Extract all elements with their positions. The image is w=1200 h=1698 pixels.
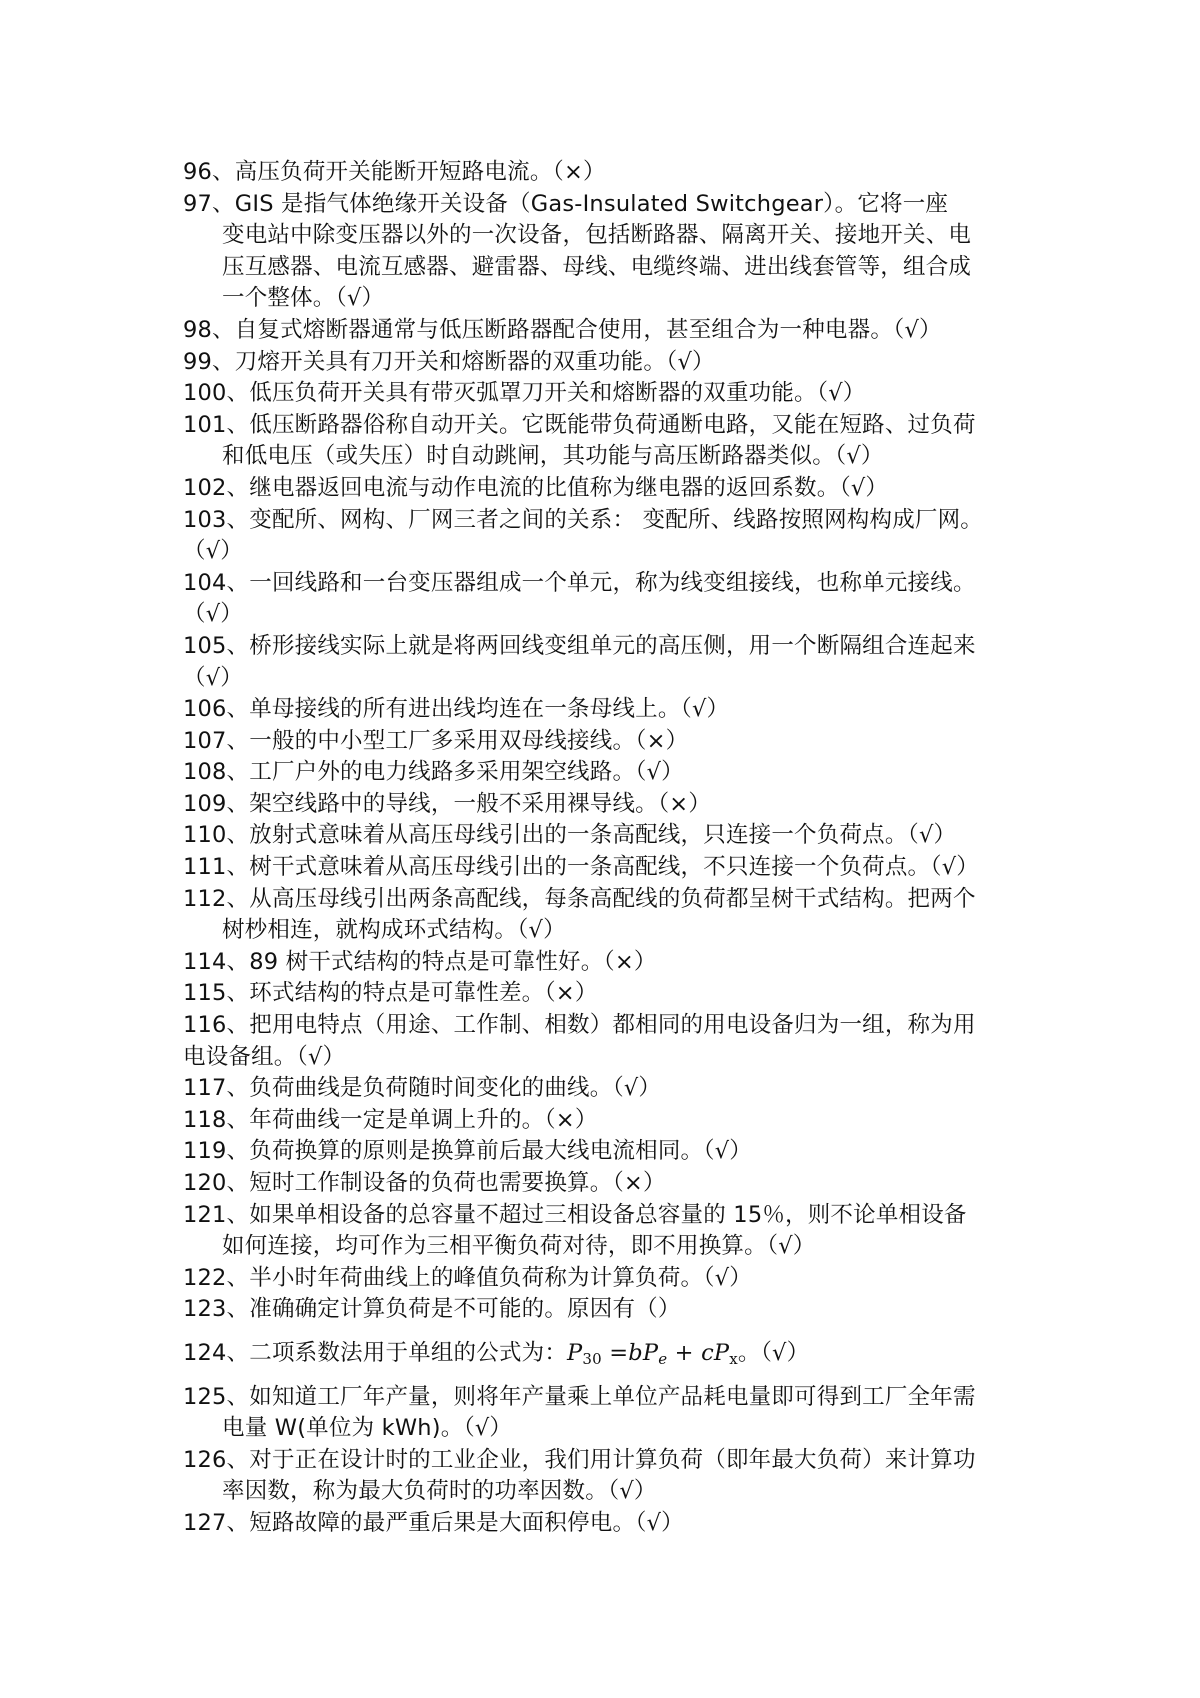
formula-lhs: P <box>567 1339 583 1366</box>
text-line: 电设备组。（√） <box>183 1043 346 1070</box>
formula-term-c-subscript: x <box>729 1349 738 1368</box>
formula-term-b: bP <box>628 1339 659 1366</box>
formula <box>567 1340 738 1366</box>
text-line: 压互感器、电流互感器、避雷器、母线、电缆终端、进出线套管等，组合成 <box>222 253 972 280</box>
document-body <box>183 157 1028 1540</box>
text-line: 树杪相连，就构成环式结构。（√） <box>222 917 566 944</box>
text-line: 120、短时工作制设备的负荷也需要换算。（×） <box>183 1170 666 1196</box>
formula-lhs-subscript: 30 <box>582 1349 602 1368</box>
text-line: 103、变配所、网构、厂网三者之间的关系： 变配所、线路按照网构构成厂网。 <box>183 506 983 533</box>
text-line: 117、负荷曲线是负荷随时间变化的曲线。（√） <box>183 1075 662 1102</box>
text-line: 111、树干式意味着从高压母线引出的一条高配线，不只连接一个负荷点。（√） <box>183 854 979 881</box>
text-line: 126、对于正在设计时的工业企业，我们用计算负荷（即年最大负荷）来计算功 <box>183 1446 976 1473</box>
text-line: 104、一回线路和一台变压器组成一个单元，称为线变组接线，也称单元接线。 <box>183 569 976 596</box>
text-line: 112、从高压母线引出两条高配线，每条高配线的负荷都呈树干式结构。把两个 <box>183 885 976 912</box>
text-line: 114、89 树干式结构的特点是可靠性好。（×） <box>183 948 657 975</box>
text-line: 108、工厂户外的电力线路多采用架空线路。（√） <box>183 759 684 786</box>
text-line: 125、如知道工厂年产量，则将年产量乘上单位产品耗电量即可得到工厂全年需 <box>183 1383 976 1410</box>
text-line: 116、把用电特点（用途、工作制、相数）都相同的用电设备归为一组，称为用 <box>183 1012 976 1039</box>
question-item-124 <box>183 1338 1028 1370</box>
text-line: 123、准确确定计算负荷是不可能的。原因有（） <box>183 1296 681 1323</box>
text-line: 109、架空线路中的导线，一般不采用裸导线。（×） <box>183 790 712 817</box>
text-line: 97、GIS 是指气体绝缘开关设备（Gas-Insulated Switchgear）。它将一座 <box>183 190 949 217</box>
text-line: （√） <box>183 538 243 565</box>
text-line: 107、一般的中小型工厂多采用双母线接线。（×） <box>183 727 689 754</box>
text-line: 变电站中除变压器以外的一次设备，包括断路器、隔离开关、接地开关、电 <box>222 222 972 249</box>
text-line: 和低电压（或失压）时自动跳闸，其功能与高压断路器类似。（√） <box>222 443 884 470</box>
text-line: 115、环式结构的特点是可靠性差。（×） <box>183 980 598 1007</box>
text-line: 一个整体。（√） <box>222 285 385 312</box>
text-line: （√） <box>183 664 243 691</box>
formula-equals: = <box>601 1339 629 1366</box>
text-line: 率因数，称为最大负荷时的功率因数。（√） <box>222 1478 657 1505</box>
formula-term-b-subscript: e <box>658 1349 668 1368</box>
text-line: 121、如果单相设备的总容量不超过三相设备总容量的 15％，则不论单相设备 <box>183 1201 967 1228</box>
formula-prefix: 124、二项系数法用于单组的公式为： <box>183 1339 568 1366</box>
question-list <box>183 157 1028 1326</box>
text-line: 110、放射式意味着从高压母线引出的一条高配线，只连接一个负荷点。（√） <box>183 822 957 849</box>
question-list-continued <box>183 1382 1028 1540</box>
text-line: 如何连接，均可作为三相平衡负荷对待，即不用换算。（√） <box>222 1233 816 1260</box>
text-line: 102、继电器返回电流与动作电流的比值称为继电器的返回系数。（√） <box>183 474 889 501</box>
text-line: 118、年荷曲线一定是单调上升的。（×） <box>183 1106 598 1133</box>
text-line: 119、负荷换算的原则是换算前后最大线电流相同。（√） <box>183 1138 752 1165</box>
text-line: 101、低压断路器俗称自动开关。它既能带负荷通断电路，又能在短路、过负荷 <box>183 411 976 438</box>
formula-suffix: 。（√） <box>737 1339 810 1366</box>
text-line: 99、刀熔开关具有刀开关和熔断器的双重功能。（√） <box>183 348 715 375</box>
text-line: 96、高压负荷开关能断开短路电流。（×） <box>183 159 606 185</box>
formula-term-c: cP <box>701 1339 730 1366</box>
text-line: 98、自复式熔断器通常与低压断路器配合使用，甚至组合为一种电器。（√） <box>183 316 942 343</box>
formula-plus: + <box>667 1339 702 1366</box>
text-line: 105、桥形接线实际上就是将两回线变组单元的高压侧，用一个断隔组合连起来 <box>183 632 976 659</box>
text-line: 122、半小时年荷曲线上的峰值负荷称为计算负荷。（√） <box>183 1264 752 1291</box>
text-line: 电量 W(单位为 kWh)。（√） <box>222 1415 513 1442</box>
text-line: 106、单母接线的所有进出线均连在一条母线上。（√） <box>183 696 730 723</box>
text-line: 100、低压负荷开关具有带灭弧罩刀开关和熔断器的双重功能。（√） <box>183 380 866 407</box>
text-line: （√） <box>183 601 243 628</box>
text-line: 127、短路故障的最严重后果是大面积停电。（√） <box>183 1509 684 1536</box>
